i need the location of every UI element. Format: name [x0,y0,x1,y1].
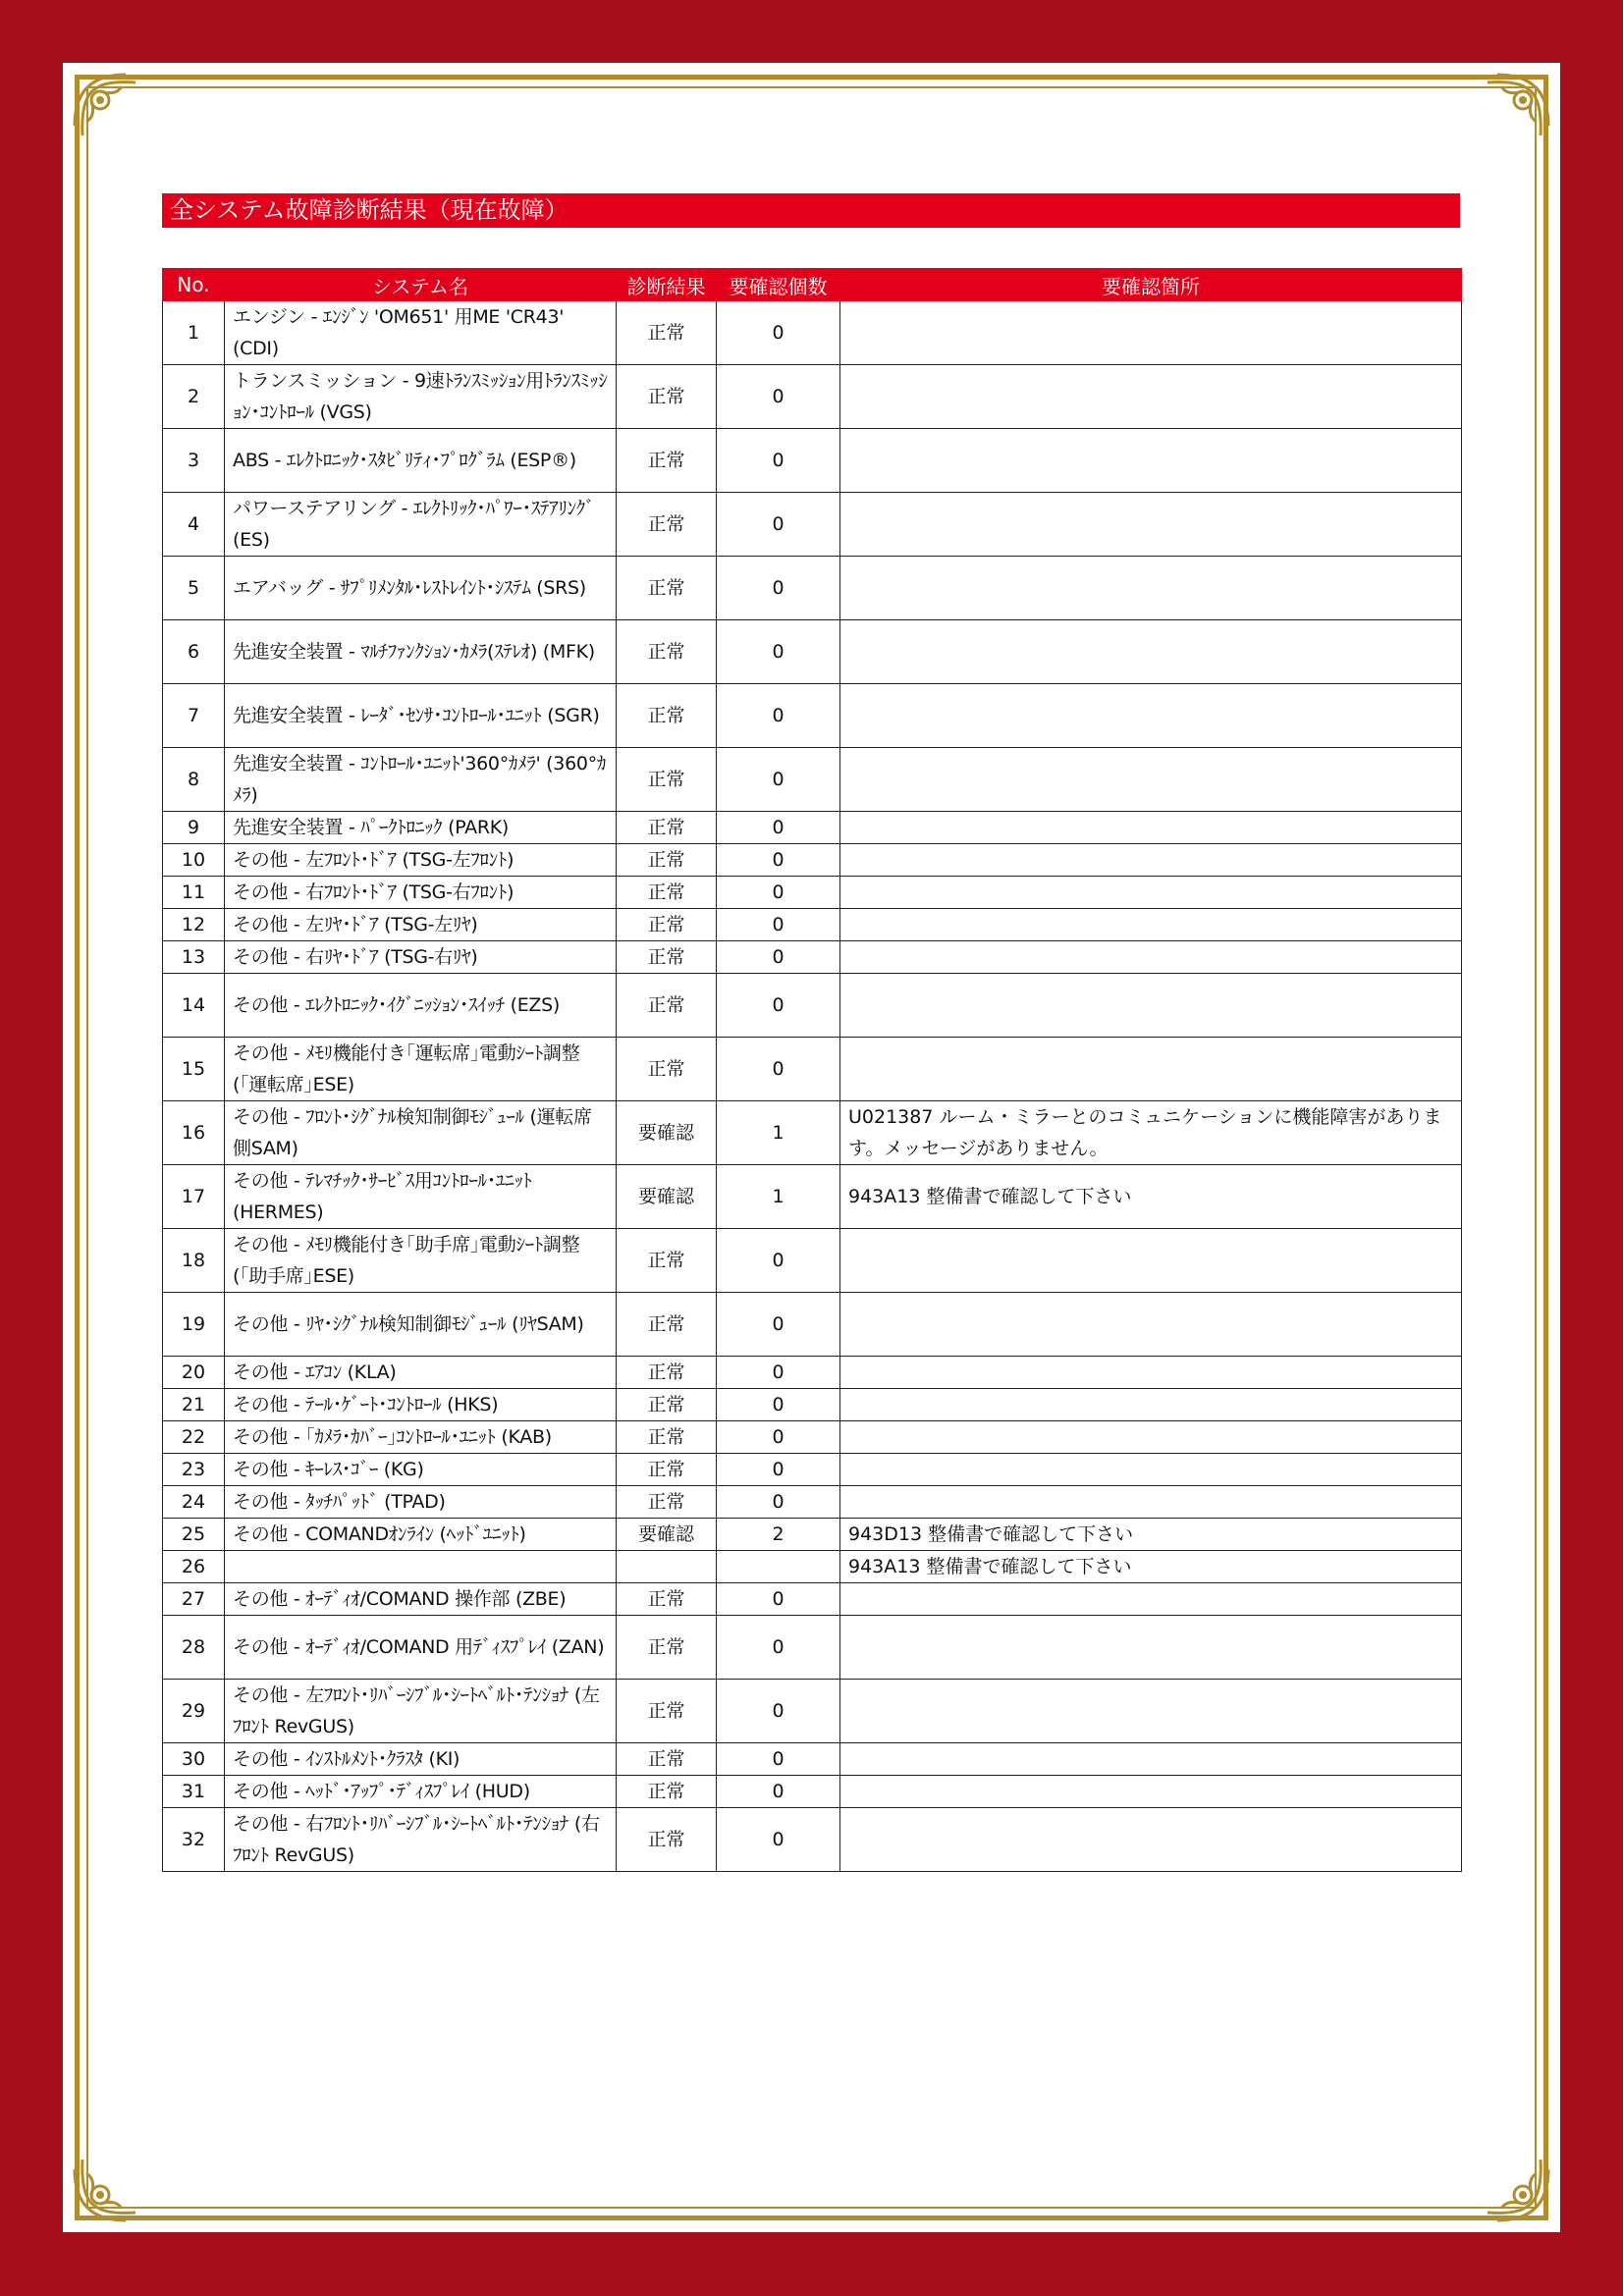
check-count: 0 [717,557,840,620]
system-name: その他 - ｴﾚｸﾄﾛﾆｯｸ･ｲｸﾞﾆｯｼｮﾝ･ｽｲｯﾁ (EZS) [225,974,617,1038]
check-count: 0 [717,1229,840,1293]
diagnosis-result: 正常 [617,1680,717,1743]
table-body [163,301,1462,1872]
check-count: 0 [717,1389,840,1421]
check-count: 0 [717,877,840,909]
system-name: その他 - 左ﾌﾛﾝﾄ･ﾄﾞｱ (TSG-左ﾌﾛﾝﾄ) [225,844,617,877]
section-title: 全システム故障診断結果（現在故障） [162,193,1460,228]
system-name: その他 - ﾒﾓﾘ機能付き｢運転席｣電動ｼｰﾄ調整 (｢運転席｣ESE) [225,1038,617,1101]
row-number: 13 [163,941,225,974]
check-count [717,1551,840,1583]
table-row [163,301,1462,365]
table-row [163,1165,1462,1229]
table-row [163,1776,1462,1808]
check-detail [840,1421,1462,1454]
diagnosis-result: 正常 [617,974,717,1038]
check-count: 0 [717,1680,840,1743]
table-row [163,1486,1462,1519]
check-count: 0 [717,1808,840,1872]
header-detail: 要確認箇所 [840,269,1462,301]
check-detail [840,365,1462,429]
header-result: 診断結果 [617,269,717,301]
system-name: その他 - ｵｰﾃﾞｨｵ/COMAND 用ﾃﾞｨｽﾌﾟﾚｲ (ZAN) [225,1616,617,1680]
row-number: 1 [163,301,225,365]
diagnosis-result: 正常 [617,1421,717,1454]
check-detail: 943D13 整備書で確認して下さい [840,1519,1462,1551]
row-number: 11 [163,877,225,909]
system-name: その他 - ｴｱｺﾝ (KLA) [225,1357,617,1389]
row-number: 15 [163,1038,225,1101]
check-detail [840,1808,1462,1872]
check-detail [840,1583,1462,1616]
check-detail [840,1389,1462,1421]
system-name: その他 - ｢ｶﾒﾗ･ｶﾊﾞｰ｣ｺﾝﾄﾛｰﾙ･ﾕﾆｯﾄ (KAB) [225,1421,617,1454]
diagnosis-result: 正常 [617,1486,717,1519]
system-name: その他 - 右ﾘﾔ･ﾄﾞｱ (TSG-右ﾘﾔ) [225,941,617,974]
system-name: その他 - ﾒﾓﾘ機能付き｢助手席｣電動ｼｰﾄ調整 (｢助手席｣ESE) [225,1229,617,1293]
table-row [163,557,1462,620]
row-number: 24 [163,1486,225,1519]
table-row [163,1101,1462,1165]
table-row [163,1038,1462,1101]
table-row [163,1357,1462,1389]
row-number: 27 [163,1583,225,1616]
diagnosis-result: 正常 [617,1357,717,1389]
table-row [163,429,1462,493]
diagnosis-result: 正常 [617,365,717,429]
row-number: 25 [163,1519,225,1551]
row-number: 29 [163,1680,225,1743]
check-count: 0 [717,1776,840,1808]
diagnosis-result: 正常 [617,1293,717,1357]
table-row [163,1743,1462,1776]
check-count: 1 [717,1101,840,1165]
row-number: 20 [163,1357,225,1389]
check-count: 0 [717,1454,840,1486]
table-row [163,684,1462,748]
row-number: 9 [163,812,225,844]
check-detail [840,1486,1462,1519]
system-name: 先進安全装置 - ﾚｰﾀﾞ･ｾﾝｻ･ｺﾝﾄﾛｰﾙ･ﾕﾆｯﾄ (SGR) [225,684,617,748]
diagnosis-result: 正常 [617,1038,717,1101]
row-number: 31 [163,1776,225,1808]
diagnosis-result: 正常 [617,684,717,748]
header-count: 要確認個数 [717,269,840,301]
diagnosis-result: 正常 [617,301,717,365]
check-count: 1 [717,1165,840,1229]
check-count: 0 [717,1616,840,1680]
check-detail [840,493,1462,557]
row-number: 21 [163,1389,225,1421]
system-name: その他 - 右ﾌﾛﾝﾄ･ﾘﾊﾞｰｼﾌﾞﾙ･ｼｰﾄﾍﾞﾙﾄ･ﾃﾝｼｮﾅ (右ﾌﾛﾝﾄ RevGUS) [225,1808,617,1872]
row-number: 26 [163,1551,225,1583]
system-name: その他 - 左ﾌﾛﾝﾄ･ﾘﾊﾞｰｼﾌﾞﾙ･ｼｰﾄﾍﾞﾙﾄ･ﾃﾝｼｮﾅ (左ﾌﾛﾝﾄ RevGUS) [225,1680,617,1743]
row-number: 28 [163,1616,225,1680]
check-count: 0 [717,493,840,557]
check-detail [840,1743,1462,1776]
row-number: 8 [163,748,225,812]
diagnosis-result: 要確認 [617,1519,717,1551]
system-name: 先進安全装置 - ｺﾝﾄﾛｰﾙ･ﾕﾆｯﾄ'360°ｶﾒﾗ' (360°ｶﾒﾗ) [225,748,617,812]
diagnosis-result [617,1551,717,1583]
row-number: 17 [163,1165,225,1229]
check-count: 0 [717,812,840,844]
table-row [163,1519,1462,1551]
table-row [163,1551,1462,1583]
check-count: 2 [717,1519,840,1551]
header-system: システム名 [225,269,617,301]
check-detail [840,748,1462,812]
table-row [163,877,1462,909]
check-count: 0 [717,620,840,684]
row-number: 16 [163,1101,225,1165]
report-page [63,63,1560,2232]
row-number: 30 [163,1743,225,1776]
check-count: 0 [717,1038,840,1101]
check-count: 0 [717,941,840,974]
check-detail [840,684,1462,748]
table-row [163,1293,1462,1357]
check-detail [840,1357,1462,1389]
check-detail [840,877,1462,909]
table-row [163,365,1462,429]
table-row [163,941,1462,974]
row-number: 32 [163,1808,225,1872]
system-name: その他 - ﾃｰﾙ･ｹﾞｰﾄ･ｺﾝﾄﾛｰﾙ (HKS) [225,1389,617,1421]
diagnosis-result: 正常 [617,844,717,877]
diagnosis-result: 正常 [617,941,717,974]
system-name: その他 - 左ﾘﾔ･ﾄﾞｱ (TSG-左ﾘﾔ) [225,909,617,941]
system-name: トランスミッション - 9速ﾄﾗﾝｽﾐｯｼｮﾝ用ﾄﾗﾝｽﾐｯｼｮﾝ･ｺﾝﾄﾛｰﾙ (VGS) [225,365,617,429]
table-row [163,1583,1462,1616]
diagnosis-result: 要確認 [617,1101,717,1165]
table-row [163,1421,1462,1454]
row-number: 22 [163,1421,225,1454]
check-count: 0 [717,1293,840,1357]
row-number: 2 [163,365,225,429]
check-count: 0 [717,1486,840,1519]
diagnosis-result: 正常 [617,1743,717,1776]
system-name: その他 - 右ﾌﾛﾝﾄ･ﾄﾞｱ (TSG-右ﾌﾛﾝﾄ) [225,877,617,909]
row-number: 4 [163,493,225,557]
check-count: 0 [717,1421,840,1454]
row-number: 3 [163,429,225,493]
system-name: その他 - ﾌﾛﾝﾄ･ｼｸﾞﾅﾙ検知制御ﾓｼﾞｭｰﾙ (運転席側SAM) [225,1101,617,1165]
diagnosis-result: 正常 [617,1776,717,1808]
row-number: 10 [163,844,225,877]
system-name: その他 - ﾀｯﾁﾊﾟｯﾄﾞ (TPAD) [225,1486,617,1519]
check-detail [840,557,1462,620]
check-detail [840,1616,1462,1680]
diagnosis-result: 正常 [617,748,717,812]
check-detail [840,909,1462,941]
table-header-row [163,269,1462,301]
table-row [163,1454,1462,1486]
table-row [163,748,1462,812]
check-count: 0 [717,301,840,365]
diagnosis-result: 正常 [617,1229,717,1293]
system-name: エアバッグ - ｻﾌﾟﾘﾒﾝﾀﾙ･ﾚｽﾄﾚｲﾝﾄ･ｼｽﾃﾑ (SRS) [225,557,617,620]
row-number: 5 [163,557,225,620]
system-name: その他 - ｵｰﾃﾞｨｵ/COMAND 操作部 (ZBE) [225,1583,617,1616]
diagnosis-result: 正常 [617,812,717,844]
check-count: 0 [717,909,840,941]
row-number: 14 [163,974,225,1038]
check-count: 0 [717,1743,840,1776]
diagnosis-result: 正常 [617,1389,717,1421]
diagnosis-result: 正常 [617,1583,717,1616]
system-name: その他 - ﾃﾚﾏﾁｯｸ･ｻｰﾋﾞｽ用ｺﾝﾄﾛｰﾙ･ﾕﾆｯﾄ (HERMES) [225,1165,617,1229]
header-no: No. [163,269,225,301]
check-count: 0 [717,684,840,748]
check-detail: U021387 ルーム・ミラーとのコミュニケーションに機能障害があります。メッセージがありません。 [840,1101,1462,1165]
row-number: 6 [163,620,225,684]
table-row [163,1616,1462,1680]
system-name: パワーステアリング - ｴﾚｸﾄﾘｯｸ･ﾊﾟﾜｰ･ｽﾃｱﾘﾝｸﾞ (ES) [225,493,617,557]
check-count: 0 [717,365,840,429]
table-row [163,974,1462,1038]
check-detail [840,812,1462,844]
check-count: 0 [717,844,840,877]
check-detail: 943A13 整備書で確認して下さい [840,1165,1462,1229]
diagnosis-result: 正常 [617,1808,717,1872]
diagnosis-result: 正常 [617,429,717,493]
check-detail [840,844,1462,877]
diagnosis-result: 正常 [617,1616,717,1680]
diagnosis-result: 正常 [617,493,717,557]
check-count: 0 [717,1583,840,1616]
system-name: 先進安全装置 - ﾊﾟｰｸﾄﾛﾆｯｸ (PARK) [225,812,617,844]
system-name: 先進安全装置 - ﾏﾙﾁﾌｧﾝｸｼｮﾝ･ｶﾒﾗ(ｽﾃﾚｵ) (MFK) [225,620,617,684]
check-detail [840,1680,1462,1743]
system-name: その他 - ﾍｯﾄﾞ･ｱｯﾌﾟ･ﾃﾞｨｽﾌﾟﾚｲ (HUD) [225,1776,617,1808]
diagnosis-result: 要確認 [617,1165,717,1229]
check-detail [840,620,1462,684]
check-count: 0 [717,429,840,493]
check-count: 0 [717,1357,840,1389]
row-number: 18 [163,1229,225,1293]
table-row [163,844,1462,877]
check-count: 0 [717,974,840,1038]
table-row [163,1389,1462,1421]
check-detail [840,1776,1462,1808]
check-detail [840,1038,1462,1101]
check-detail [840,1229,1462,1293]
system-name: エンジン - ｴﾝｼﾞﾝ 'OM651' 用ME 'CR43' (CDI) [225,301,617,365]
system-name: ABS - ｴﾚｸﾄﾛﾆｯｸ･ｽﾀﾋﾞﾘﾃｨ･ﾌﾟﾛｸﾞﾗﾑ (ESP®) [225,429,617,493]
ornament-corner-icon [67,67,155,155]
diagnosis-result: 正常 [617,909,717,941]
diagnosis-table [162,268,1462,1872]
system-name: その他 - ｲﾝｽﾄﾙﾒﾝﾄ･ｸﾗｽﾀ (KI) [225,1743,617,1776]
ornament-corner-icon [1468,2140,1556,2228]
diagnosis-result: 正常 [617,557,717,620]
check-detail [840,974,1462,1038]
diagnosis-result: 正常 [617,620,717,684]
table-row [163,909,1462,941]
check-detail [840,429,1462,493]
table-row [163,812,1462,844]
system-name: その他 - ﾘﾔ･ｼｸﾞﾅﾙ検知制御ﾓｼﾞｭｰﾙ (ﾘﾔSAM) [225,1293,617,1357]
row-number: 12 [163,909,225,941]
system-name: その他 - ｷｰﾚｽ･ｺﾞｰ (KG) [225,1454,617,1486]
row-number: 23 [163,1454,225,1486]
diagnosis-result: 正常 [617,1454,717,1486]
table-row [163,1808,1462,1872]
system-name: その他 - COMANDｵﾝﾗｲﾝ (ﾍｯﾄﾞﾕﾆｯﾄ) [225,1519,617,1551]
row-number: 7 [163,684,225,748]
check-detail [840,941,1462,974]
table-row [163,1229,1462,1293]
check-detail: 943A13 整備書で確認して下さい [840,1551,1462,1583]
check-detail [840,1293,1462,1357]
table-row [163,493,1462,557]
ornament-corner-icon [1468,67,1556,155]
check-detail [840,1454,1462,1486]
table-row [163,620,1462,684]
check-detail [840,301,1462,365]
row-number: 19 [163,1293,225,1357]
table-row [163,1680,1462,1743]
diagnosis-result: 正常 [617,877,717,909]
system-name [225,1551,617,1583]
ornament-corner-icon [67,2140,155,2228]
check-count: 0 [717,748,840,812]
